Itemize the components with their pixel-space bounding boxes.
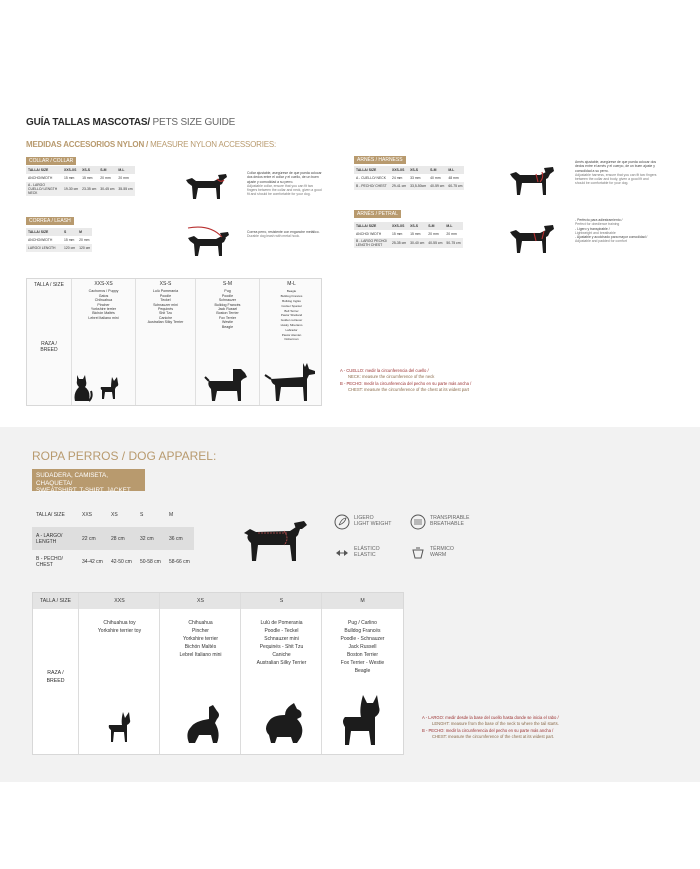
breed-column-size: XS <box>160 593 241 609</box>
table-header-cell: M-L <box>444 222 462 230</box>
harness-description <box>575 160 657 186</box>
breed-name: Lebrel Italiano mini <box>88 315 119 320</box>
breed2-label <box>33 669 78 685</box>
petral-feature: Adjustable and padded for comfort <box>575 239 627 244</box>
feature-light <box>334 513 392 531</box>
table-cell: 29-41 cm <box>392 184 407 188</box>
leash-tag: CORREA / LEASH <box>26 217 74 225</box>
elastic-icon <box>334 545 350 561</box>
breed-name: Pincher <box>192 628 209 634</box>
feature-light-en: LIGHT WEIGHT <box>354 521 392 527</box>
note2-a-en: LENGHT: measure from the base of the neck to where the tail starts. <box>432 721 559 727</box>
breed-name: Yorkshire terrier <box>90 307 117 312</box>
petral-feature: Lightweight and breathable <box>575 230 616 235</box>
table-cell: 36 cm <box>165 527 194 550</box>
breed-name: Bulldog Francés <box>280 294 303 299</box>
note2-b-es: B - PECHO: medir la circunferencia del pecho en su parte más ancha / <box>422 727 554 733</box>
petral-feature: Perfect for obedience training <box>575 222 620 227</box>
table-header-cell: XS-S <box>80 166 98 174</box>
breed-label-es: RAZA / <box>41 341 57 347</box>
breed-name: Caniche <box>272 652 291 658</box>
dog-leash-icon <box>180 222 232 258</box>
table-row-label: B - PECHO/ CHEST <box>354 182 390 190</box>
apparel-size-table <box>32 503 194 573</box>
title-es: GUÍA TALLAS MASCOTAS/ <box>26 117 150 128</box>
table-cell: 28 cm <box>107 527 136 550</box>
table-cell: 30-40 cm <box>408 238 426 248</box>
table-cell: 20 mm <box>100 176 111 180</box>
table-cell: 15 mm <box>64 176 75 180</box>
breed-column-size: XXS-XS <box>94 281 113 287</box>
table-cell: 50-75 cm <box>444 238 462 248</box>
breed-name: Fox Terrier <box>218 315 237 320</box>
table-header-cell: S-M <box>426 222 444 230</box>
table-row <box>26 182 135 196</box>
breed-name: Poodle - Schnauzer <box>340 636 385 642</box>
breed-name: Bichón Maltés <box>184 644 217 650</box>
breed-name: Caniche <box>158 315 173 320</box>
table-header-cell: M-L <box>116 166 134 174</box>
table-cell: 15 mm <box>64 238 75 242</box>
note2-b-en: CHEST: measure the circumference of the chest at its widest part. <box>432 733 555 739</box>
table-cell: 20 mm <box>118 176 129 180</box>
breed-name: Doberman <box>284 337 299 342</box>
table-row-label: ANCHO/WIDTH <box>28 238 53 242</box>
table-cell: 23-35 cm <box>80 182 98 196</box>
table-header-cell: S-M <box>98 166 116 174</box>
table-cell: 22 cm <box>78 527 107 550</box>
breed-name: Pug / Carlino <box>348 620 377 626</box>
collar-tag: COLLAR / COLLAR <box>26 157 76 165</box>
table-header-cell: TALLA/ SIZE <box>354 166 390 174</box>
breed-name: Beagle <box>286 289 297 294</box>
table-cell: 48 mm <box>448 176 459 180</box>
table-row-label: B - LARGO PECHO/ LENGTH CHEST <box>354 238 390 248</box>
leash-desc-en: Durable dog leash with metal hook. <box>247 234 300 239</box>
table-header-cell: M <box>169 512 174 518</box>
page-title <box>26 117 235 128</box>
apparel-title-en: DOG APPAREL: <box>128 449 217 463</box>
breed-name: Australian Silky Terrier <box>256 660 307 666</box>
table-cell: 40-55 cm <box>426 238 444 248</box>
collar-description <box>247 171 323 197</box>
breed-name: Jack Russell <box>348 644 377 650</box>
collar-desc-es: Collar ajustable, asegúrese de que pueda colocar dos dedos entre el collar y el cuello, de un buen ajuste y comodidad a su perro. <box>247 171 322 184</box>
table-row-label: ANCHO/ WIDTH <box>356 232 382 236</box>
breed-name: Bull Terrier <box>284 308 299 313</box>
note-a-en: NECK: measure the circumference of the neck <box>348 374 435 380</box>
petral-feature: - Ligero y transpirable / <box>575 226 610 231</box>
table-cell: 34-42 cm <box>82 558 103 565</box>
breed-name: Chihuahua <box>94 298 113 303</box>
feature-thermal <box>410 544 454 562</box>
breed-name: Boston Terrier <box>346 652 379 658</box>
breed-name: Pug <box>224 289 231 294</box>
breed-name: Golden retriever <box>280 318 303 323</box>
breed-name: Westie <box>222 320 233 325</box>
table-row <box>354 230 463 238</box>
table-cell: 15 mm <box>392 232 403 236</box>
yorkshire-icon <box>181 703 225 745</box>
note2-a-es: A - LARGO: medir desde la base del cuello hasta donde se inicia el rabo / <box>422 715 559 720</box>
french-bulldog-icon <box>337 693 383 749</box>
dog-petral-icon <box>506 218 558 256</box>
note-b-es: B - PECHO: medir la circunferencia del pecho en su parte más ancha / <box>340 380 472 386</box>
table-header-cell: S-M <box>428 166 446 174</box>
table-cell: 120 cm <box>64 246 76 250</box>
harness-table <box>354 166 464 190</box>
dog-apparel-icon <box>238 513 312 565</box>
table-cell: 40-59 cm <box>430 184 445 188</box>
breed-column-size: S-M <box>222 281 233 287</box>
breed-name: Cocker Spaniel <box>281 303 302 308</box>
feature-light-es: LIGERO <box>354 515 374 521</box>
note-b-en: CHEST: measure the circumference of the chest at its widest part <box>348 386 470 392</box>
table-header-row <box>354 222 463 230</box>
breed-name: Husky Siberiano <box>280 322 303 327</box>
breed-column-size: S <box>241 593 322 609</box>
breed-name: Poodle <box>159 293 172 298</box>
doberman-icon <box>263 361 319 403</box>
title-en: PETS SIZE GUIDE <box>152 117 236 128</box>
table-header-cell: XXS-XS <box>390 222 408 230</box>
feature-breathable-es: TRANSPIRABLE <box>430 515 470 521</box>
cat-icon <box>71 371 93 403</box>
table-cell: 24 mm <box>392 176 403 180</box>
table-cell: 33 mm <box>410 176 421 180</box>
table-header-cell: S <box>140 512 144 518</box>
breed-name: Lulú de Pomerania <box>260 620 303 626</box>
breed-column <box>135 279 195 405</box>
chihuahua-icon <box>97 375 121 401</box>
table-header-cell: XS-S <box>408 166 428 174</box>
thermal-icon <box>410 545 426 561</box>
feather-icon <box>334 514 350 530</box>
breathable-icon <box>410 514 426 530</box>
breed-name: Pincher <box>97 302 110 307</box>
harness-desc-es: Arnés ajustable, asegúrese de que pueda colocar dos dedos entre el arnés y el cuerpo, de un buen ajuste y comodidad a su perro. <box>575 160 657 173</box>
table-row-label: LARGO/ LENGTH <box>26 244 62 252</box>
breed-column-size: M <box>322 593 403 609</box>
feature-elastic <box>334 544 380 562</box>
breed-name: Yorkshire terrier toy <box>97 628 142 634</box>
breed-name: Pastor Alemán <box>281 332 302 337</box>
table-cell: 40 mm <box>430 176 441 180</box>
petral-feature: - Ajustable y acolchado para mayor comodidad / <box>575 235 648 240</box>
table-cell: 20 mm <box>446 232 457 236</box>
note-a-es: A - CUELLO: medir la circunferencia del cuello / <box>340 368 429 373</box>
apparel-banner <box>32 469 145 494</box>
breed-name: Schnauzer mini <box>153 302 178 307</box>
breed2-label-es: RAZA / <box>47 670 64 676</box>
table-cell: 60-75 cm <box>448 184 463 188</box>
breed-name: Pequinés <box>158 307 173 312</box>
dog-collar-icon <box>180 168 228 202</box>
petral-tag: ARNÉS / PETRAL <box>354 210 401 218</box>
breed-name: Chihuahua toy <box>103 620 136 626</box>
leash-description <box>247 230 323 239</box>
table-row-label: B - PECHO/ CHEST <box>36 555 63 568</box>
breed-name: Shit Tzu <box>158 311 173 316</box>
collar-desc-en: Adjustable collar, ensure that you can fit two fingers between the collar and neck, given a good fit and should be comfortable for your dog. <box>247 183 322 197</box>
apparel-features <box>334 513 504 573</box>
table-row-label: A - LARGO CUELLO/ LENGTH NECK <box>26 182 62 196</box>
breed-name: Bulldog Francés <box>344 628 381 634</box>
feature-thermal-en: WARM <box>430 552 447 558</box>
apparel-title <box>32 449 216 463</box>
table-header-cell: TALLA/ SIZE <box>26 166 62 174</box>
table-header-cell: TALLA/ SIZE <box>354 222 390 230</box>
breed-column-size: XS-S <box>159 281 172 287</box>
dog-harness-icon <box>506 160 558 198</box>
breed-name: Jack Russel <box>217 307 238 312</box>
measure-notes-apparel <box>422 715 559 740</box>
table-cell: 15 mm <box>410 232 421 236</box>
breed-name: Fox Terrier - Westie <box>340 660 385 666</box>
subtitle-es: MEDIDAS ACCESORIOS NYLON / <box>26 140 149 149</box>
breed-name: Cachorros / Puppy <box>88 289 119 294</box>
table-cell: 42-50 cm <box>111 558 132 565</box>
chihuahua-toy-icon <box>103 710 135 744</box>
table-row-label: ANCHO/WIDTH <box>28 176 53 180</box>
petral-table <box>354 222 463 248</box>
table-row <box>354 238 463 248</box>
table-cell: 120 cm <box>79 246 91 250</box>
breed-column-size: XXS <box>79 593 160 609</box>
breed-table-apparel <box>32 592 404 755</box>
subtitle-en: MEASURE NYLON ACCESSORIES: <box>150 140 277 149</box>
breed-name: Bulldog Inglés <box>282 299 301 303</box>
table-header-row <box>354 166 464 174</box>
table-header-cell: M <box>77 228 92 236</box>
banner-es: SUDADERA, CAMISETA, CHAQUETA/ <box>36 472 108 487</box>
table-row-label: A - LARGO/ LENGTH <box>32 527 78 550</box>
section-subtitle <box>26 140 276 149</box>
breed-name: Teckel <box>160 298 171 303</box>
breed-name: Pastor Shetland <box>280 313 303 318</box>
table-header-cell: TALLA/ SIZE <box>36 512 65 518</box>
table-cell: 35-55 cm <box>116 182 134 196</box>
table-row <box>32 550 194 573</box>
table-row <box>32 527 194 550</box>
table-cell: 25-35 cm <box>390 238 408 248</box>
feature-breathable <box>410 513 470 531</box>
breed-name: Pequinés - Shit Tzu <box>259 644 304 650</box>
table-cell: 58-66 cm <box>169 558 190 565</box>
table-cell: 15 mm <box>82 176 93 180</box>
petral-features <box>575 218 660 244</box>
breed-name: Schnauzer <box>218 298 237 303</box>
table-header-row <box>26 228 92 236</box>
feature-elastic-es: ELÁSTICO <box>354 546 380 552</box>
collar-table <box>26 166 135 196</box>
pomeranian-icon <box>261 701 309 745</box>
table-header-cell: M-L <box>446 166 464 174</box>
breed-name: Beagle <box>221 324 234 329</box>
table-cell: 32 cm <box>136 527 165 550</box>
breed2-size-label: TALLA / SIZE <box>33 593 78 609</box>
breed-name: Australian Silky Terrier <box>147 320 184 325</box>
table-row <box>26 174 135 182</box>
feature-breathable-en: BREATHABLE <box>430 521 464 527</box>
table-row <box>354 182 464 190</box>
breed-label-en: BREED <box>40 347 58 353</box>
breed-name: Bulldog Francés <box>214 302 241 307</box>
table-header-cell: XXS <box>82 512 93 518</box>
breed-table-accessories <box>26 278 322 406</box>
breed-name: Gatos <box>98 293 109 298</box>
table-row <box>354 174 464 182</box>
feature-elastic-en: ELASTIC <box>354 552 376 558</box>
breed-column-size: M-L <box>287 281 296 287</box>
table-row <box>26 236 92 244</box>
table-header-cell: XXS-XS <box>390 166 408 174</box>
measure-notes-accessories <box>340 368 471 393</box>
table-header-cell: XS <box>111 512 118 518</box>
table-cell: 20 mm <box>79 238 90 242</box>
breed-name: Schnauzer mini <box>264 636 299 642</box>
banner-en: SWEATSHIRT, T-SHIRT, JACKET <box>36 487 131 494</box>
schnauzer-icon <box>203 367 249 403</box>
table-header-cell: S <box>62 228 77 236</box>
feature-thermal-es: TÉRMICO <box>430 546 454 552</box>
table-cell: 30-45 cm <box>98 182 116 196</box>
table-header-cell: XS-S <box>408 222 426 230</box>
table-cell: 19-30 cm <box>62 182 80 196</box>
table-row <box>26 244 92 252</box>
table-cell: 20 mm <box>428 232 439 236</box>
breed-size-label: TALLA / SIZE <box>34 282 64 288</box>
breed-name: Bichón Maltés <box>92 311 115 316</box>
leash-desc-es: Correa perro, resistente con enganche metálico. <box>247 230 320 234</box>
table-header-cell: TALLA/ SIZE <box>26 228 62 236</box>
breed-name: Lulú Pomerania <box>152 289 179 294</box>
table-header-row <box>26 166 135 174</box>
petral-feature: - Perfecto para adiestramiento / <box>575 218 623 222</box>
breed-name: Beagle <box>354 668 371 674</box>
breed-name: Chihuahua <box>188 620 213 626</box>
breed-name: Yorkshire terrier <box>182 636 219 642</box>
harness-desc-en: Adjustable harness, ensure that you can fit two fingers between the collar and body, given a good fit and should be comfortable for your dog. <box>575 172 657 186</box>
breed-name: Poodle - Teckel <box>264 628 299 634</box>
leash-table <box>26 228 92 252</box>
apparel-title-es: ROPA PERROS / <box>32 449 126 463</box>
table-cell: 50-58 cm <box>140 558 161 565</box>
harness-tag: ARNÉS / HARNESS <box>354 156 406 164</box>
breed-name: Lebrel Italiano mini <box>179 652 222 658</box>
breed-name: Labrador <box>285 327 298 332</box>
breed-name: Boston Terrier <box>216 311 239 316</box>
table-cell: 33,5-50cm <box>410 184 427 188</box>
breed-name: Poodle <box>221 293 234 298</box>
table-header-row <box>32 503 194 527</box>
breed2-label-en: BREED <box>46 678 65 684</box>
breed-label <box>29 341 69 353</box>
table-row-label: A - CUELLO/ NECK <box>356 176 386 180</box>
table-header-cell: XXS-XS <box>62 166 80 174</box>
